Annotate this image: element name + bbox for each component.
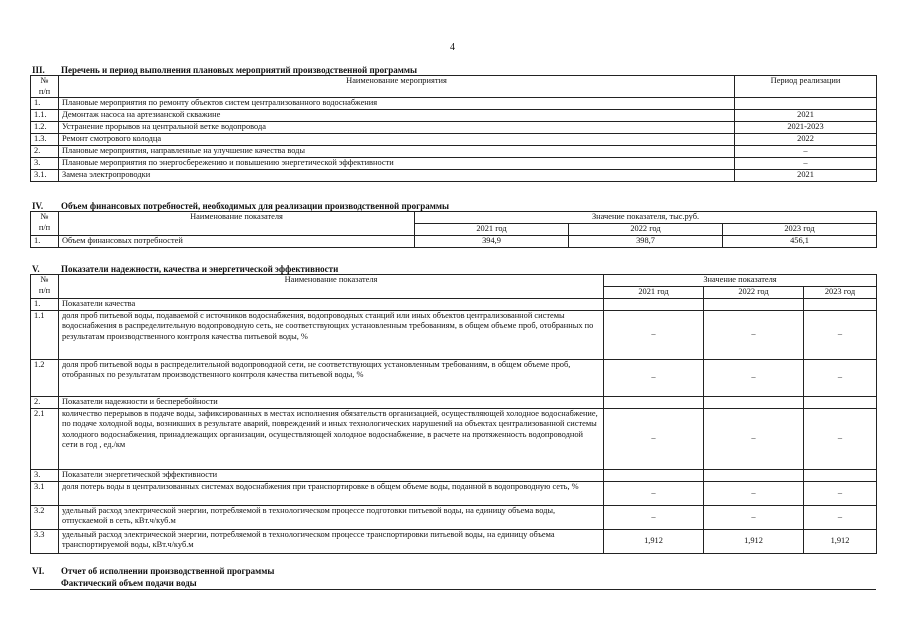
value-2021: –: [604, 310, 704, 359]
col-year-2021: 2021 год: [415, 224, 569, 236]
table-row: [31, 359, 877, 396]
row-name: удельный расход электрической энергии, потребляемой в технологическом процессе подготовки питьевой воды, на единицу объема воды, отпускаемой в сеть, кВт.ч/куб.м: [59, 505, 604, 529]
table-header-row: [31, 76, 877, 98]
table-row: [31, 158, 877, 170]
col-year-2023: 2023 год: [804, 287, 877, 299]
value-2022: –: [704, 505, 804, 529]
row-name: доля проб питьевой воды, подаваемой с источников водоснабжения, водопроводных станций или иных объектов централизованной системы водоснабжения в распределительную водопроводную сеть, не соответствующих установленным требованиям, в общем объеме проб, отобранных по результатам производственного контроля качества питьевой воды, %: [59, 310, 604, 359]
row-period: 2022: [735, 134, 877, 146]
value-2023: –: [804, 359, 877, 396]
col-value-header: Значение показателя: [604, 275, 877, 287]
value-2022: –: [704, 481, 804, 505]
group-row: [31, 396, 877, 408]
value-2023: 1,912: [804, 529, 877, 553]
row-name: доля потерь воды в централизованных системах водоснабжения при транспортировке в общем объеме воды, поданной в водопроводную сеть, %: [59, 481, 604, 505]
row-name: Объем финансовых потребностей: [59, 235, 415, 247]
row-name: количество перерывов в подаче воды, зафиксированных в местах исполнения обязательств организацией, осуществляющей холодное водоснабжение, по подаче холодной воды, возникших в результате аварий, повреждений и иных технологических нарушений на объектах централизованной системы холодного водоснабжения, принадлежащих организации, осуществляющей холодное водоснабжение, в расчете на протяженность водопроводной сети в год , ед./км: [59, 408, 604, 469]
row-name: доля проб питьевой воды в распределительной водопроводной сети, не соответствующих установленным требованиям, в общем объеме проб, отобранных по результатам производственного контроля качества питьевой воды, %: [59, 359, 604, 396]
row-num: 3.1.: [31, 170, 59, 182]
row-name: Показатели надежности и бесперебойности: [59, 396, 604, 408]
row-num: 1.: [31, 98, 59, 110]
value-2021: –: [604, 481, 704, 505]
group-row: [31, 298, 877, 310]
row-num: 1.: [31, 235, 59, 247]
row-name: Плановые мероприятия по ремонту объектов систем централизованного водоснабжения: [59, 98, 735, 110]
row-period: 2021: [735, 170, 877, 182]
row-period: [735, 98, 877, 110]
table-row: [31, 98, 877, 110]
table-row: [31, 134, 877, 146]
table-row: [31, 310, 877, 359]
row-num: 2.: [31, 396, 59, 408]
empty-cell: [704, 298, 804, 310]
value-2021: 394,9: [415, 235, 569, 247]
row-num: 2.: [31, 146, 59, 158]
value-2022: –: [704, 359, 804, 396]
row-num: 1.3.: [31, 134, 59, 146]
row-num: 2.1: [31, 408, 59, 469]
row-num: 3.2: [31, 505, 59, 529]
empty-cell: [804, 298, 877, 310]
row-name: Плановые мероприятия, направленные на улучшение качества воды: [59, 146, 735, 158]
planned-measures-table: [30, 75, 877, 182]
section-4-title: Объем финансовых потребностей, необходимых для реализации производственной программы: [61, 201, 450, 211]
value-2022: 1,912: [704, 529, 804, 553]
value-2022: –: [704, 310, 804, 359]
section-6-heading: [32, 566, 274, 576]
row-period: –: [735, 146, 877, 158]
empty-cell: [704, 469, 804, 481]
table-row: [31, 170, 877, 182]
section-5-number: V.: [32, 264, 40, 274]
col-name-header: Наименование показателя: [59, 212, 415, 236]
row-num: 1.1: [31, 310, 59, 359]
table-row: [31, 110, 877, 122]
value-2021: 1,912: [604, 529, 704, 553]
reliability-indicators-table: [30, 274, 877, 554]
col-year-2022: 2022 год: [704, 287, 804, 299]
col-num-header: № п/п: [31, 212, 59, 236]
table-row: [31, 146, 877, 158]
section-4-number: IV.: [32, 201, 44, 211]
table-row: [31, 505, 877, 529]
section-6-subtitle: Фактический объем подачи воды: [61, 578, 197, 588]
table-row: [31, 408, 877, 469]
section-3-title: Перечень и период выполнения плановых мероприятий производственной программы: [61, 65, 418, 75]
row-name: Показатели энергетической эффективности: [59, 469, 604, 481]
row-name: удельный расход электрической энергии, потребляемой в технологическом процессе транспортировки питьевой воды, на единицу объема транспортируемой воды, кВт.ч/куб.м: [59, 529, 604, 553]
value-2023: –: [804, 408, 877, 469]
row-name: Замена электропроводки: [59, 170, 735, 182]
section-6-title: Отчет об исполнении производственной программы: [61, 566, 275, 576]
section-3-number: III.: [32, 65, 45, 75]
empty-cell: [804, 396, 877, 408]
value-2023: –: [804, 481, 877, 505]
row-num: 3.: [31, 158, 59, 170]
table-row: [31, 481, 877, 505]
value-2021: –: [604, 359, 704, 396]
group-row: [31, 469, 877, 481]
value-2023: –: [804, 310, 877, 359]
col-period-header: Период реализации: [735, 76, 877, 98]
value-2022: –: [704, 408, 804, 469]
row-num: 3.1: [31, 481, 59, 505]
row-num: 1.2: [31, 359, 59, 396]
value-2022: 398,7: [569, 235, 723, 247]
financial-needs-table: [30, 211, 877, 248]
row-name: Демонтаж насоса на артезианской скважине: [59, 110, 735, 122]
row-num: 3.: [31, 469, 59, 481]
empty-cell: [604, 298, 704, 310]
table-row: [31, 529, 877, 553]
row-num: 1.2.: [31, 122, 59, 134]
col-num-header: № п/п: [31, 76, 59, 98]
table-header-row: [31, 212, 877, 224]
value-2023: 456,1: [723, 235, 877, 247]
row-name: Ремонт смотрового колодца: [59, 134, 735, 146]
section-5-heading: [32, 264, 338, 274]
section-5-title: Показатели надежности, качества и энергетической эффективности: [61, 264, 339, 274]
row-period: –: [735, 158, 877, 170]
empty-cell: [704, 396, 804, 408]
row-num: 1.1.: [31, 110, 59, 122]
row-period: 2021: [735, 110, 877, 122]
table-row: [31, 235, 877, 247]
table-header-row: [31, 275, 877, 287]
empty-cell: [804, 469, 877, 481]
row-name: Устранение прорывов на центральной ветке водопровода: [59, 122, 735, 134]
col-year-2021: 2021 год: [604, 287, 704, 299]
table-row: [31, 122, 877, 134]
empty-cell: [604, 396, 704, 408]
col-value-header: Значение показателя, тыс.руб.: [415, 212, 877, 224]
col-num-header: № п/п: [31, 275, 59, 299]
row-period: 2021-2023: [735, 122, 877, 134]
row-name: Показатели качества: [59, 298, 604, 310]
value-2021: –: [604, 408, 704, 469]
row-name: Плановые мероприятия по энергосбережению и повышению энергетической эффективности: [59, 158, 735, 170]
section-4-heading: [32, 201, 449, 211]
col-year-2023: 2023 год: [723, 224, 877, 236]
value-2021: –: [604, 505, 704, 529]
section-6-number: VI.: [32, 566, 45, 576]
section-3-heading: [32, 65, 417, 75]
row-num: 3.3: [31, 529, 59, 553]
empty-cell: [604, 469, 704, 481]
col-name-header: Наименование мероприятия: [59, 76, 735, 98]
col-name-header: Наименование показателя: [59, 275, 604, 299]
divider: [30, 589, 876, 590]
page-number: 4: [450, 42, 455, 53]
value-2023: –: [804, 505, 877, 529]
row-num: 1.: [31, 298, 59, 310]
col-year-2022: 2022 год: [569, 224, 723, 236]
